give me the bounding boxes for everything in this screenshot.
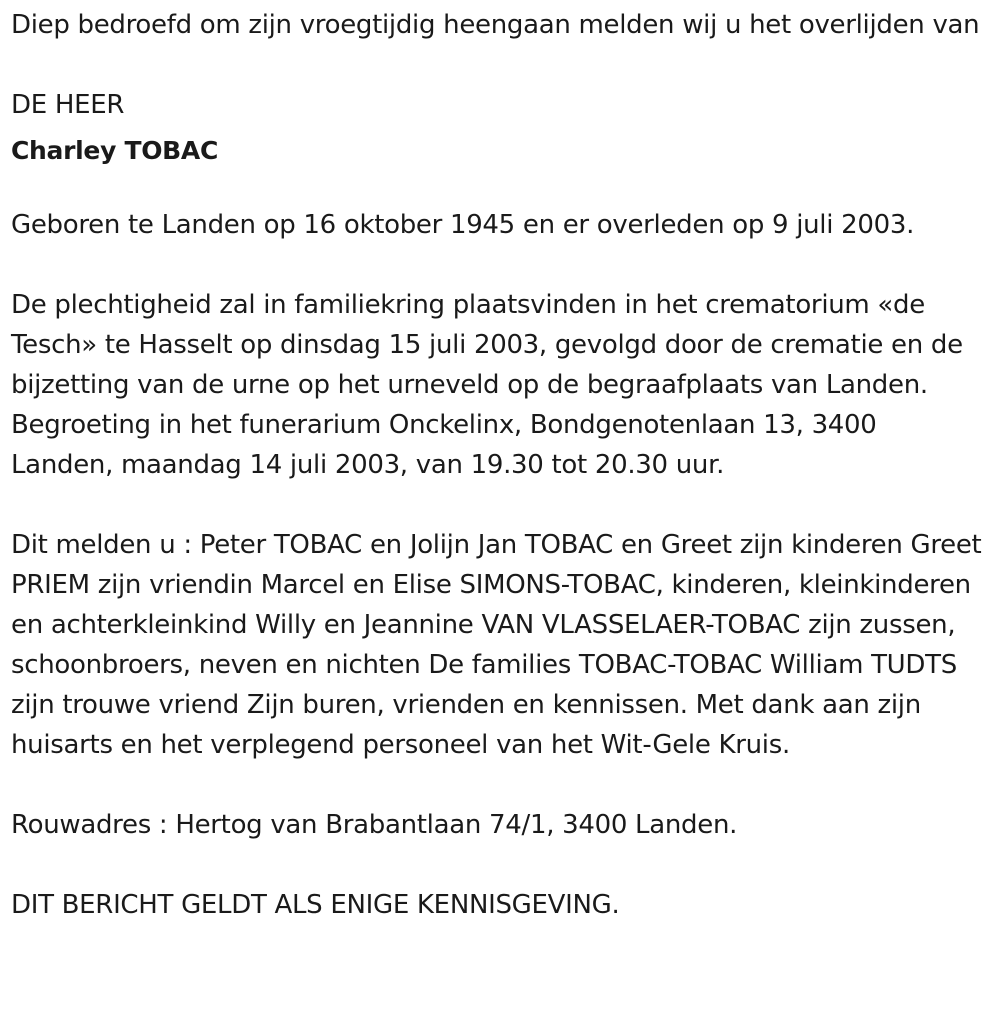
announcers-text: Dit melden u : Peter TOBAC en Jolijn Jan TOBAC en Greet zijn kinderen Greet PRIEM zijn vriendin Marcel en Elise SIMONS-TOBAC, kinderen, kleinkinderen en achterkleinkind Willy en Jeannine VAN VLASSELAER-TOBAC zijn zussen, schoonbroers, neven en nichten De families TOBAC-TOBAC William TUDTS zijn trouwe vriend Zijn buren, vrienden en kennissen. Met dank aan zijn huisarts en het verplegend personeel van het Wit-Gele Kruis. — [11, 530, 982, 760]
spacer — [11, 845, 986, 885]
ceremony-text: De plechtigheid zal in familiekring plaatsvinden in het crematorium «de Tesch» te Hasselt op dinsdag 15 juli 2003, gevolgd door de crematie en de bijzetting van de urne op het urneveld op de begraafplaats van Landen. Begroeting in het funerarium Onckelinx, Bondgenotenlaan 13, 3400 Landen, maandag 14 juli 2003, van 19.30 tot 20.30 uur. — [11, 290, 963, 480]
spacer — [11, 485, 986, 525]
honorific-title: DE HEER — [11, 90, 125, 120]
spacer — [11, 245, 986, 285]
spacer — [11, 171, 986, 205]
closing-statement: DIT BERICHT GELDT ALS ENIGE KENNISGEVING. — [11, 890, 620, 920]
spacer — [11, 45, 986, 85]
deceased-name: Charley TOBAC — [11, 136, 219, 165]
intro-text: Diep bedroefd om zijn vroegtijdig heengaan melden wij u het overlijden van — [11, 10, 980, 40]
spacer — [11, 765, 986, 805]
obituary-notice — [11, 5, 986, 925]
mourning-address: Rouwadres : Hertog van Brabantlaan 74/1, 3400 Landen. — [11, 810, 738, 840]
birth-death-text: Geboren te Landen op 16 oktober 1945 en er overleden op 9 juli 2003. — [11, 210, 915, 240]
